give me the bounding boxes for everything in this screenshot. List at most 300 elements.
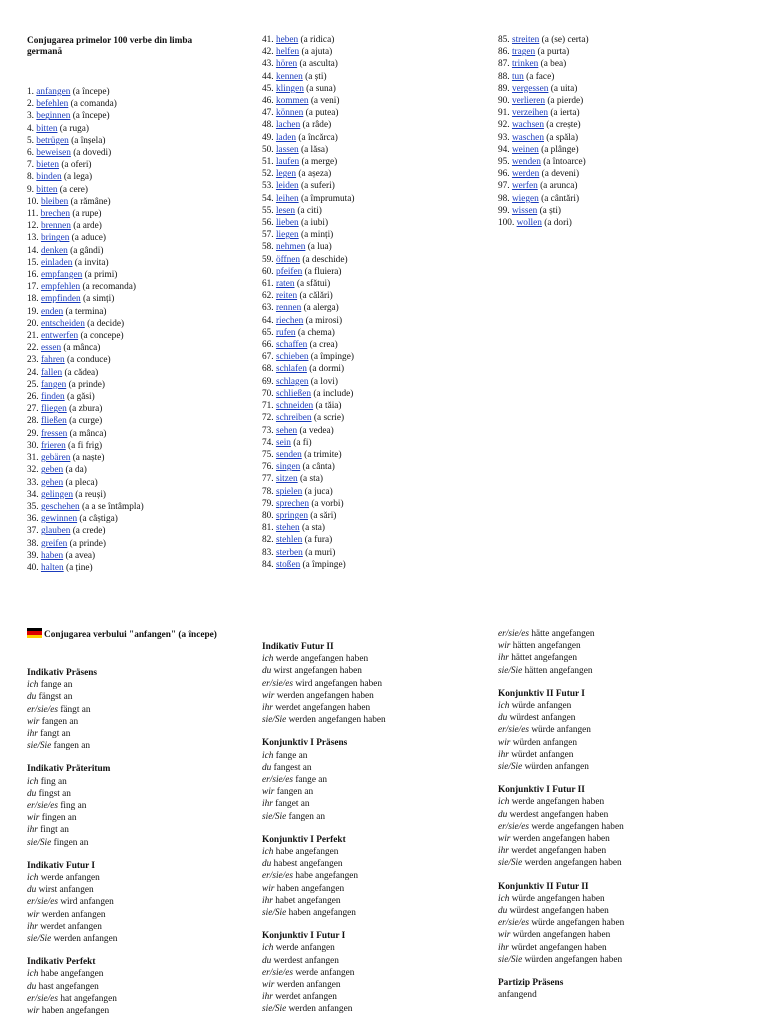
- conjugation-section: [498, 784, 738, 869]
- verb-link[interactable]: rufen: [275, 327, 296, 338]
- verb-number: 79.: [262, 498, 276, 509]
- verb-number: 31.: [27, 453, 41, 464]
- pronoun: ihr: [262, 895, 276, 906]
- verb-translation: (a recomanda): [80, 282, 136, 293]
- conjugation-row: [262, 678, 492, 690]
- verb-list-item: [27, 123, 247, 135]
- tense-heading: Konjunktiv I Futur I: [262, 931, 346, 942]
- verb-form: werden anfangen: [41, 909, 106, 920]
- conjugation-title: Conjugarea verbului "anfangen" (a începe): [27, 628, 237, 641]
- verb-list-item: [262, 132, 482, 144]
- verb-list-item: [262, 547, 482, 559]
- verb-form: würde angefangen haben: [511, 893, 605, 904]
- verb-link[interactable]: bieten: [36, 160, 60, 171]
- conjugation-column-2: [262, 641, 492, 1016]
- verb-number: 9.: [27, 184, 37, 195]
- verb-number: 17.: [27, 282, 41, 293]
- verb-translation: (a fi): [290, 437, 312, 448]
- verb-list-item: [262, 180, 482, 192]
- verb-link[interactable]: bringen: [40, 233, 70, 244]
- pronoun: ich: [262, 847, 276, 858]
- verb-list-item: [27, 135, 247, 147]
- verb-link[interactable]: wissen: [511, 205, 538, 216]
- verb-list-item: [27, 330, 247, 342]
- verb-link[interactable]: gehen: [40, 477, 64, 488]
- verb-translation: (a uita): [548, 83, 578, 94]
- verb-link[interactable]: tragen: [511, 47, 536, 58]
- verb-link[interactable]: beweisen: [36, 148, 71, 159]
- verb-translation: (a sfătui): [294, 279, 331, 290]
- verb-list-item: [262, 473, 482, 485]
- verb-form: fing an: [60, 801, 87, 812]
- verb-translation: (a gândi): [67, 245, 104, 256]
- verb-link[interactable]: greifen: [40, 538, 68, 549]
- verb-link[interactable]: nehmen: [275, 242, 306, 253]
- verb-link[interactable]: beginnen: [36, 111, 71, 122]
- verb-link[interactable]: empfinden: [40, 294, 81, 305]
- verb-link[interactable]: glauben: [40, 526, 71, 537]
- verb-link[interactable]: hören: [275, 59, 298, 70]
- verb-form: fangt an: [40, 729, 71, 740]
- verb-link[interactable]: finden: [40, 392, 65, 403]
- verb-link[interactable]: gelingen: [40, 489, 73, 500]
- verb-link[interactable]: werden: [511, 169, 540, 180]
- verb-translation: (a dormi): [306, 364, 345, 375]
- verb-link[interactable]: sehen: [275, 425, 298, 436]
- verb-translation: (a vedea): [297, 425, 334, 436]
- conjugation-row: [262, 858, 492, 870]
- verb-list-item: [498, 34, 738, 46]
- verb-link[interactable]: verlieren: [511, 96, 545, 107]
- pronoun: ihr: [498, 942, 512, 953]
- verb-translation: (a concepe): [78, 331, 124, 342]
- pronoun: wir: [498, 737, 513, 748]
- verb-translation: (a zbura): [66, 404, 103, 415]
- verb-list-item: [498, 180, 738, 192]
- verb-link[interactable]: schlagen: [275, 376, 309, 387]
- verb-link[interactable]: rennen: [275, 303, 302, 314]
- verb-form: werde angefangen haben: [511, 797, 605, 808]
- verb-number: 35.: [27, 501, 41, 512]
- verb-link[interactable]: gewinnen: [40, 514, 78, 525]
- pronoun: wir: [262, 883, 277, 894]
- verb-translation: (a ști): [537, 205, 562, 216]
- pronoun: wir: [27, 716, 42, 727]
- verb-list-item: [498, 144, 738, 156]
- verb-number: 41.: [262, 35, 276, 45]
- verb-number: 54.: [262, 193, 276, 204]
- conjugation-row: [27, 679, 247, 691]
- verb-number: 62.: [262, 291, 276, 302]
- verb-translation: (a călări): [297, 291, 333, 302]
- verb-link[interactable]: sterben: [275, 547, 303, 558]
- verb-number: 70.: [262, 388, 276, 399]
- verb-form: fangest an: [273, 762, 312, 773]
- conjugation-row: [498, 724, 738, 736]
- verb-form: werden anfangen: [53, 934, 118, 945]
- verb-translation: (a lua): [305, 242, 332, 253]
- verb-form: werde angefangen haben: [275, 654, 369, 665]
- verb-list-item: [498, 156, 738, 168]
- verb-link[interactable]: reiten: [275, 291, 298, 302]
- tense-heading: Indikativ Präsens: [27, 668, 97, 678]
- verb-link[interactable]: laufen: [275, 157, 300, 168]
- conjugation-row: [498, 893, 738, 905]
- verb-link[interactable]: vergessen: [511, 83, 549, 94]
- verb-list-item: [262, 559, 482, 571]
- verb-link[interactable]: wollen: [516, 218, 542, 229]
- verb-link[interactable]: schneiden: [275, 401, 314, 412]
- verb-link[interactable]: haben: [40, 550, 64, 561]
- verb-link[interactable]: können: [275, 108, 304, 119]
- verb-translation: (a decide): [84, 318, 125, 329]
- verb-number: 90.: [498, 96, 512, 107]
- verb-list-item: [498, 71, 738, 83]
- verb-link[interactable]: entwerfen: [40, 331, 79, 342]
- verb-translation: (a include): [311, 388, 354, 399]
- verb-number: 65.: [262, 327, 276, 338]
- verb-link[interactable]: helfen: [275, 47, 300, 58]
- verb-number: 73.: [262, 425, 276, 436]
- verb-link[interactable]: senden: [275, 449, 302, 460]
- verb-link[interactable]: geschehen: [40, 501, 80, 512]
- verb-link[interactable]: halten: [40, 562, 64, 573]
- verb-link[interactable]: wenden: [511, 157, 541, 168]
- verb-number: 40.: [27, 562, 41, 573]
- verb-translation: (a încărca): [296, 132, 338, 143]
- verb-list-item: [498, 168, 738, 180]
- verb-link[interactable]: wachsen: [511, 120, 544, 131]
- verb-number: 98.: [498, 193, 512, 204]
- verb-list-item: [262, 449, 482, 461]
- verb-link[interactable]: geben: [40, 465, 64, 476]
- conjugation-row: [27, 1005, 247, 1017]
- pronoun: du: [262, 859, 274, 870]
- conjugation-section: [27, 860, 247, 945]
- verb-translation: (a sări): [307, 510, 337, 521]
- verb-list-item: [27, 403, 247, 415]
- verb-list-item: [262, 254, 482, 266]
- verb-form: fängst an: [38, 692, 73, 703]
- verb-link[interactable]: tun: [511, 71, 524, 82]
- verb-number: 19.: [27, 306, 41, 317]
- verb-link[interactable]: streiten: [511, 35, 540, 45]
- verb-list-item: [262, 266, 482, 278]
- verb-link[interactable]: werfen: [511, 181, 538, 192]
- verb-list-item: [262, 534, 482, 546]
- verb-number: 12.: [27, 221, 41, 232]
- verb-link[interactable]: fliegen: [40, 404, 67, 415]
- verb-link[interactable]: lachen: [275, 120, 301, 131]
- verb-link[interactable]: binden: [36, 172, 62, 183]
- pronoun: sie/Sie: [498, 762, 525, 773]
- verb-link[interactable]: kennen: [275, 71, 303, 82]
- verb-link[interactable]: stehlen: [275, 535, 303, 546]
- verb-form: habe angefangen: [40, 969, 104, 980]
- verb-form: werdet anfangen: [275, 992, 337, 1003]
- verb-form: fängt an: [60, 704, 91, 715]
- pronoun: sie/Sie: [498, 858, 525, 869]
- conjugation-row: [498, 796, 738, 808]
- verb-list-item: [262, 486, 482, 498]
- verb-link[interactable]: raten: [275, 279, 295, 290]
- verb-number: 46.: [262, 96, 276, 107]
- verb-form: werden angefangen haben: [512, 834, 610, 845]
- verb-number: 56.: [262, 218, 276, 229]
- conjugation-row: [27, 909, 247, 921]
- pronoun: du: [498, 906, 510, 917]
- verb-link[interactable]: fließen: [40, 416, 67, 427]
- verb-form: würden angefangen haben: [512, 930, 611, 941]
- verb-list-item: [27, 110, 247, 122]
- pronoun: du: [27, 692, 39, 703]
- pronoun: sie/Sie: [27, 741, 54, 752]
- tense-heading: Konjunktiv II Futur I: [498, 688, 585, 699]
- verb-list-item: [262, 302, 482, 314]
- verb-link[interactable]: leiden: [275, 181, 299, 192]
- verb-translation: (a cânta): [300, 462, 335, 473]
- pronoun: wir: [498, 834, 513, 845]
- verb-link[interactable]: schaffen: [275, 340, 308, 351]
- pronoun: ich: [498, 797, 512, 808]
- verb-link[interactable]: lesen: [275, 205, 296, 216]
- verb-number: 3.: [27, 111, 37, 122]
- verb-form: würden angefangen haben: [524, 954, 623, 965]
- verb-form: fanget an: [275, 799, 310, 810]
- verb-list-item: [27, 281, 247, 293]
- verb-list-item: [262, 315, 482, 327]
- conjugation-row: [262, 979, 492, 991]
- verb-translation: (a chema): [295, 327, 335, 338]
- tense-heading: Indikativ Futur I: [27, 860, 96, 871]
- verb-number: 57.: [262, 230, 276, 241]
- verb-number: 25.: [27, 379, 41, 390]
- verb-link[interactable]: schieben: [275, 352, 309, 363]
- pronoun: ihr: [262, 799, 276, 810]
- verb-link[interactable]: sitzen: [275, 474, 298, 485]
- verb-number: 99.: [498, 205, 512, 216]
- pronoun: ich: [27, 776, 41, 787]
- verb-translation: (a primi): [82, 270, 118, 281]
- conjugation-row: [262, 702, 492, 714]
- verb-form: fangen an: [41, 716, 79, 727]
- pronoun: sie/Sie: [498, 954, 525, 965]
- verb-link[interactable]: fahren: [40, 355, 65, 366]
- conjugation-row: [498, 954, 738, 966]
- verb-link[interactable]: spielen: [275, 486, 303, 497]
- verb-form: wird angefangen haben: [295, 678, 383, 689]
- verb-link[interactable]: bitten: [36, 123, 58, 134]
- verb-link[interactable]: sprechen: [275, 498, 309, 509]
- verb-link[interactable]: wiegen: [511, 193, 539, 204]
- verb-link[interactable]: lieben: [275, 218, 299, 229]
- verb-link[interactable]: fressen: [40, 428, 68, 439]
- verb-link[interactable]: befehlen: [36, 99, 69, 110]
- verb-link[interactable]: fallen: [40, 367, 63, 378]
- verb-link[interactable]: bleiben: [40, 196, 69, 207]
- verb-list-item: [27, 452, 247, 464]
- verb-link[interactable]: öffnen: [275, 254, 301, 265]
- verb-link[interactable]: brechen: [40, 209, 71, 220]
- conjugation-row: [27, 933, 247, 945]
- conjugation-row: [262, 714, 492, 726]
- pronoun: du: [498, 713, 510, 724]
- pronoun: sie/Sie: [27, 837, 54, 848]
- verb-number: 87.: [498, 59, 512, 70]
- verb-translation: (a juca): [302, 486, 333, 497]
- verb-form: fingst an: [38, 788, 71, 799]
- conjugation-row: [262, 690, 492, 702]
- verb-list-item: [262, 510, 482, 522]
- verb-form: würde angefangen haben: [531, 918, 625, 929]
- verb-number: 84.: [262, 559, 276, 570]
- verb-link[interactable]: legen: [275, 169, 297, 180]
- verb-form: fing an: [40, 776, 67, 787]
- verb-list-item: [27, 391, 247, 403]
- verb-link[interactable]: stehen: [275, 523, 300, 534]
- verb-list-item: [27, 477, 247, 489]
- verb-link[interactable]: lassen: [275, 144, 299, 155]
- conjugation-row: [27, 968, 247, 980]
- verb-link[interactable]: weinen: [511, 144, 539, 155]
- conjugation-row: [262, 786, 492, 798]
- verb-link[interactable]: schlafen: [275, 364, 307, 375]
- verb-translation: (a (se) certa): [539, 35, 589, 45]
- verb-link[interactable]: kommen: [275, 96, 309, 107]
- verb-link[interactable]: empfehlen: [40, 282, 81, 293]
- verb-number: 92.: [498, 120, 512, 131]
- conjugation-row: [27, 800, 247, 812]
- verb-translation: (a crede): [70, 526, 106, 537]
- verb-link[interactable]: laden: [275, 132, 297, 143]
- verb-list-item: [27, 171, 247, 183]
- verb-link[interactable]: essen: [40, 343, 62, 354]
- verb-number: 82.: [262, 535, 276, 546]
- verb-link[interactable]: brennen: [40, 221, 71, 232]
- verb-form: werdet anfangen: [40, 921, 102, 932]
- verb-translation: (a ruga): [57, 123, 89, 134]
- verb-translation: (a arde): [70, 221, 102, 232]
- verb-list-item: [262, 71, 482, 83]
- verb-link[interactable]: bitten: [36, 184, 58, 195]
- verb-translation: (a rupe): [70, 209, 102, 220]
- verb-link[interactable]: enden: [40, 306, 64, 317]
- verb-link[interactable]: verzeihen: [511, 108, 549, 119]
- verb-link[interactable]: empfangen: [40, 270, 83, 281]
- verb-form: wirst angefangen haben: [273, 666, 362, 677]
- verb-link[interactable]: pfeifen: [275, 266, 303, 277]
- conjugation-row: [498, 761, 738, 773]
- verb-link[interactable]: trinken: [511, 59, 539, 70]
- verb-translation: (a reuși): [72, 489, 107, 500]
- verb-link[interactable]: schreiben: [275, 413, 312, 424]
- verb-list-item: [27, 306, 247, 318]
- verb-link[interactable]: leihen: [275, 193, 299, 204]
- conjugation-row: [498, 942, 738, 954]
- verb-link[interactable]: singen: [275, 462, 301, 473]
- pronoun: ich: [27, 873, 41, 884]
- conjugation-row: [262, 955, 492, 967]
- verb-list-column-3: [498, 34, 738, 229]
- verb-list-item: [498, 46, 738, 58]
- tense-heading: Indikativ Futur II: [262, 642, 334, 652]
- verb-number: 34.: [27, 489, 41, 500]
- verb-translation: (a mânca): [61, 343, 101, 354]
- verb-link[interactable]: fangen: [40, 379, 67, 390]
- verb-translation: (a alerga): [301, 303, 339, 314]
- verb-number: 93.: [498, 132, 512, 143]
- pronoun: du: [262, 955, 274, 966]
- verb-number: 53.: [262, 181, 276, 192]
- verb-translation: (a vorbi): [309, 498, 344, 509]
- verb-translation: (a găsi): [64, 392, 95, 403]
- conjugation-row: [498, 989, 738, 1001]
- verb-list-item: [262, 522, 482, 534]
- verb-number: 100.: [498, 218, 517, 229]
- verb-number: 2.: [27, 99, 37, 110]
- conjugation-row: [262, 811, 492, 823]
- verb-form: wirst anfangen: [38, 885, 94, 896]
- verb-link[interactable]: riechen: [275, 315, 304, 326]
- verb-link[interactable]: liegen: [275, 230, 299, 241]
- verb-link[interactable]: waschen: [511, 132, 544, 143]
- verb-translation: (a merge): [299, 157, 338, 168]
- pronoun: wir: [262, 787, 277, 798]
- verb-translation: (a dori): [541, 218, 572, 229]
- tense-heading: Konjunktiv II Futur II: [498, 881, 589, 892]
- verb-form: fingen an: [53, 837, 89, 848]
- verb-list-item: [27, 159, 247, 171]
- verb-link[interactable]: betrügen: [36, 135, 69, 146]
- verb-link[interactable]: heben: [275, 35, 299, 45]
- verb-list-item: [262, 363, 482, 375]
- verb-list-item: [262, 58, 482, 70]
- verb-number: 23.: [27, 355, 41, 366]
- conjugation-row: [27, 740, 247, 752]
- verb-form: werden angefangen haben: [524, 858, 622, 869]
- verb-form: haben angefangen: [288, 908, 356, 919]
- verb-list-item: [262, 95, 482, 107]
- verb-translation: (a asculta): [297, 59, 338, 70]
- verb-link[interactable]: anfangen: [36, 87, 71, 97]
- verb-link[interactable]: springen: [275, 510, 308, 521]
- verb-link[interactable]: sein: [275, 437, 291, 448]
- verb-number: 67.: [262, 352, 276, 363]
- verb-list-item: [27, 354, 247, 366]
- verb-number: 60.: [262, 266, 276, 277]
- verb-form: werden anfangen: [276, 980, 341, 991]
- verb-link[interactable]: stoßen: [275, 559, 301, 570]
- verb-list-item: [498, 193, 738, 205]
- verb-link[interactable]: einladen: [40, 257, 73, 268]
- verb-link[interactable]: denken: [40, 245, 68, 256]
- verb-link[interactable]: gebären: [40, 453, 71, 464]
- verb-translation: (a termina): [63, 306, 107, 317]
- pronoun: er/sie/es: [498, 918, 532, 929]
- verb-link[interactable]: klingen: [275, 83, 304, 94]
- verb-translation: (a râde): [300, 120, 332, 131]
- verb-translation: (a începe): [70, 111, 110, 122]
- verb-link[interactable]: schließen: [275, 388, 312, 399]
- verb-link[interactable]: frieren: [40, 440, 66, 451]
- verb-form: hätte angefangen: [531, 629, 595, 639]
- verb-number: 91.: [498, 108, 512, 119]
- verb-translation: (a împrumuta): [298, 193, 355, 204]
- verb-list-item: [262, 241, 482, 253]
- verb-link[interactable]: entscheiden: [40, 318, 85, 329]
- verb-form: fangen an: [276, 787, 314, 798]
- verb-form: haben angefangen: [41, 1006, 110, 1017]
